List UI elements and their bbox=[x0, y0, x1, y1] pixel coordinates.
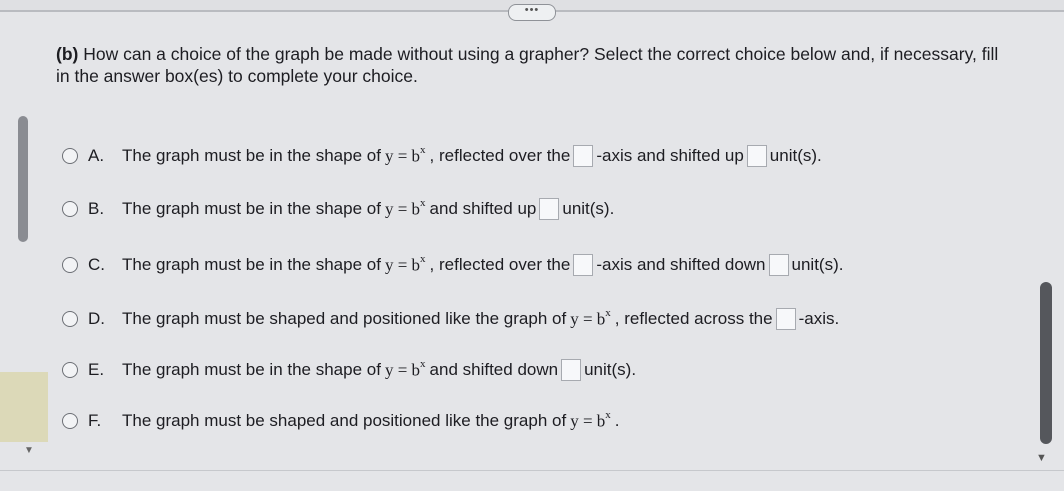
math-expression: $y = b^x$ bbox=[570, 408, 611, 431]
answer-box-units[interactable] bbox=[539, 198, 559, 220]
choice-text: unit(s). bbox=[584, 360, 637, 379]
choice-f[interactable] bbox=[62, 408, 620, 434]
choice-text: The graph must be in the shape of bbox=[122, 360, 381, 379]
choice-text: The graph must be shaped and positioned like the graph of bbox=[122, 411, 567, 430]
chevron-down-icon[interactable]: ▼ bbox=[1036, 452, 1047, 464]
choice-text: The graph must be in the shape of bbox=[122, 255, 381, 274]
choice-text: , reflected over the bbox=[429, 255, 571, 274]
choice-letter: E. bbox=[88, 360, 105, 379]
choice-text: , reflected across the bbox=[614, 309, 773, 328]
math-expression: $y = b^x$ bbox=[384, 196, 426, 219]
answer-box-units[interactable] bbox=[747, 145, 767, 167]
more-options-button[interactable]: ••• bbox=[508, 4, 556, 21]
math-expression: $y = b^x$ bbox=[384, 357, 426, 380]
question-part-label: (b) bbox=[56, 44, 79, 64]
math-expression: $y = b^x$ bbox=[384, 252, 426, 275]
choice-c[interactable] bbox=[62, 252, 843, 278]
answer-box-axis[interactable] bbox=[573, 254, 593, 276]
choice-text: and shifted up bbox=[429, 199, 537, 218]
choice-text: unit(s). bbox=[791, 255, 844, 274]
choice-letter: D. bbox=[88, 309, 105, 328]
choice-e[interactable] bbox=[62, 357, 636, 383]
choice-a[interactable] bbox=[62, 143, 822, 169]
choice-text: -axis and shifted down bbox=[596, 255, 766, 274]
radio-c[interactable] bbox=[62, 257, 78, 273]
choice-text: The graph must be in the shape of bbox=[122, 146, 381, 165]
question-text bbox=[56, 43, 1016, 87]
left-scrollbar[interactable] bbox=[18, 116, 28, 242]
choice-d[interactable] bbox=[62, 306, 839, 332]
choice-text: and shifted down bbox=[429, 360, 559, 379]
choice-text: unit(s). bbox=[562, 199, 615, 218]
chevron-down-icon[interactable]: ▼ bbox=[24, 445, 34, 456]
choice-letter: F. bbox=[88, 411, 102, 430]
radio-f[interactable] bbox=[62, 413, 78, 429]
radio-a[interactable] bbox=[62, 148, 78, 164]
choice-text: unit(s). bbox=[769, 146, 822, 165]
choice-text: The graph must be in the shape of bbox=[122, 199, 381, 218]
math-expression: $y = b^x$ bbox=[384, 143, 426, 166]
math-expression: $y = b^x$ bbox=[570, 306, 611, 329]
radio-b[interactable] bbox=[62, 201, 78, 217]
choice-text: . bbox=[614, 411, 620, 430]
choice-b[interactable] bbox=[62, 196, 614, 222]
right-scrollbar[interactable] bbox=[1040, 282, 1052, 444]
answer-box-axis[interactable] bbox=[573, 145, 593, 167]
answer-box-axis[interactable] bbox=[776, 308, 796, 330]
radio-d[interactable] bbox=[62, 311, 78, 327]
question-prompt: How can a choice of the graph be made without using a grapher? Select the correct choice below and, if necessary, fill in the answer box(es) to complete your choice. bbox=[56, 44, 999, 86]
choice-text: -axis. bbox=[798, 309, 840, 328]
choice-text: -axis and shifted up bbox=[596, 146, 744, 165]
choice-text: , reflected over the bbox=[429, 146, 571, 165]
bottom-divider bbox=[0, 470, 1064, 471]
answer-box-units[interactable] bbox=[769, 254, 789, 276]
radio-e[interactable] bbox=[62, 362, 78, 378]
choice-text: The graph must be shaped and positioned like the graph of bbox=[122, 309, 567, 328]
choice-letter: A. bbox=[88, 146, 105, 165]
choice-letter: B. bbox=[88, 199, 105, 218]
choice-letter: C. bbox=[88, 255, 105, 274]
left-gutter-panel bbox=[0, 372, 48, 442]
answer-box-units[interactable] bbox=[561, 359, 581, 381]
